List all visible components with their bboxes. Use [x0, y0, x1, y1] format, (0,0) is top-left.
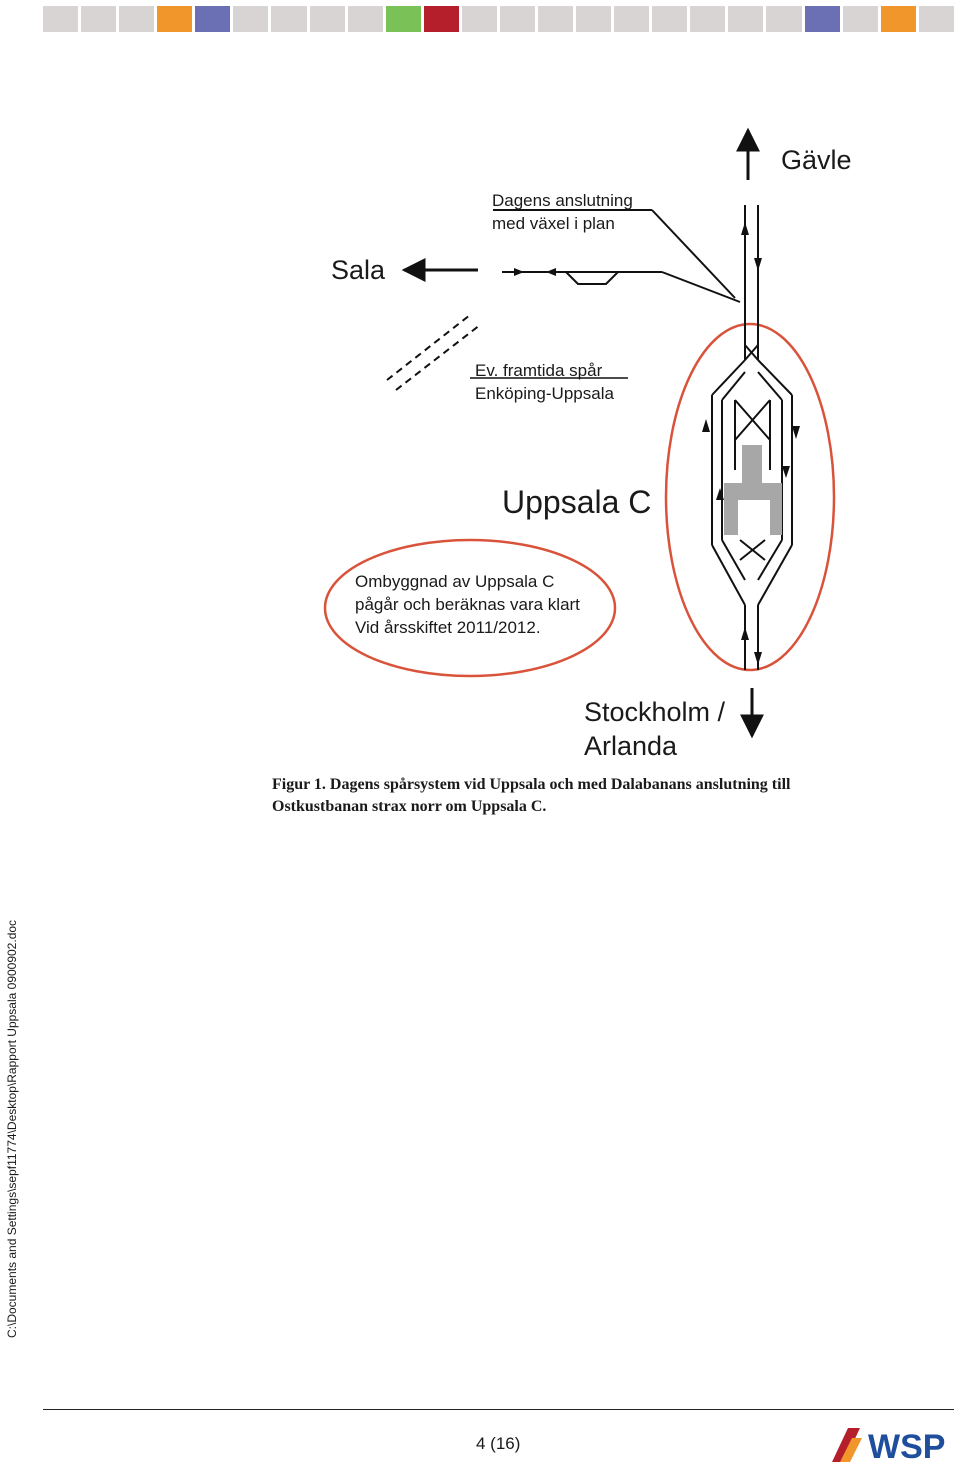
wsp-logo: [830, 1424, 956, 1466]
sthlm-line-1: Stockholm /: [584, 697, 726, 727]
framtida-line-1: Ev. framtida spår: [475, 361, 603, 380]
framtida-line-2: Enköping-Uppsala: [475, 384, 614, 403]
page-number: 4 (16): [476, 1434, 521, 1453]
station-building: [724, 445, 782, 535]
document-file-path: C:\Documents and Settings\sepf11774\Desktop\Rapport Uppsala 0900902.doc: [5, 919, 19, 1338]
uppsala-c-label: Uppsala C: [502, 484, 652, 520]
dagens-line-2: med växel i plan: [492, 214, 615, 233]
ombygg-line-3: Vid årsskiftet 2011/2012.: [355, 618, 541, 637]
figure-caption: [272, 774, 912, 818]
stockholm-arlanda-label: [584, 695, 725, 763]
wsp-logo-text: WSP: [868, 1428, 946, 1466]
dagens-anslutning-label: [492, 189, 633, 235]
caption-line-1: Figur 1. Dagens spårsystem vid Uppsala och med Dalabanans anslutning till: [272, 776, 791, 793]
sthlm-line-2: Arlanda: [584, 731, 678, 761]
dagens-line-1: Dagens anslutning: [492, 191, 633, 210]
future-enkoping-track: [387, 315, 480, 390]
ombyggnad-note: [355, 570, 580, 639]
main-tracks: [712, 205, 792, 670]
footer-divider: [43, 1409, 954, 1410]
ombygg-line-2: pågår och beräknas vara klart: [355, 595, 580, 614]
dalabanan-arrow-left: [514, 268, 524, 276]
dalabanan-arrow-right: [546, 268, 556, 276]
ombygg-line-1: Ombyggnad av Uppsala C: [355, 572, 555, 591]
track-arrowheads: [702, 222, 800, 665]
gavle-label: Gävle: [781, 145, 852, 175]
sala-label: Sala: [331, 255, 386, 285]
caption-line-2: Ostkustbanan strax norr om Uppsala C.: [272, 798, 547, 815]
framtida-spar-label: [475, 359, 614, 405]
